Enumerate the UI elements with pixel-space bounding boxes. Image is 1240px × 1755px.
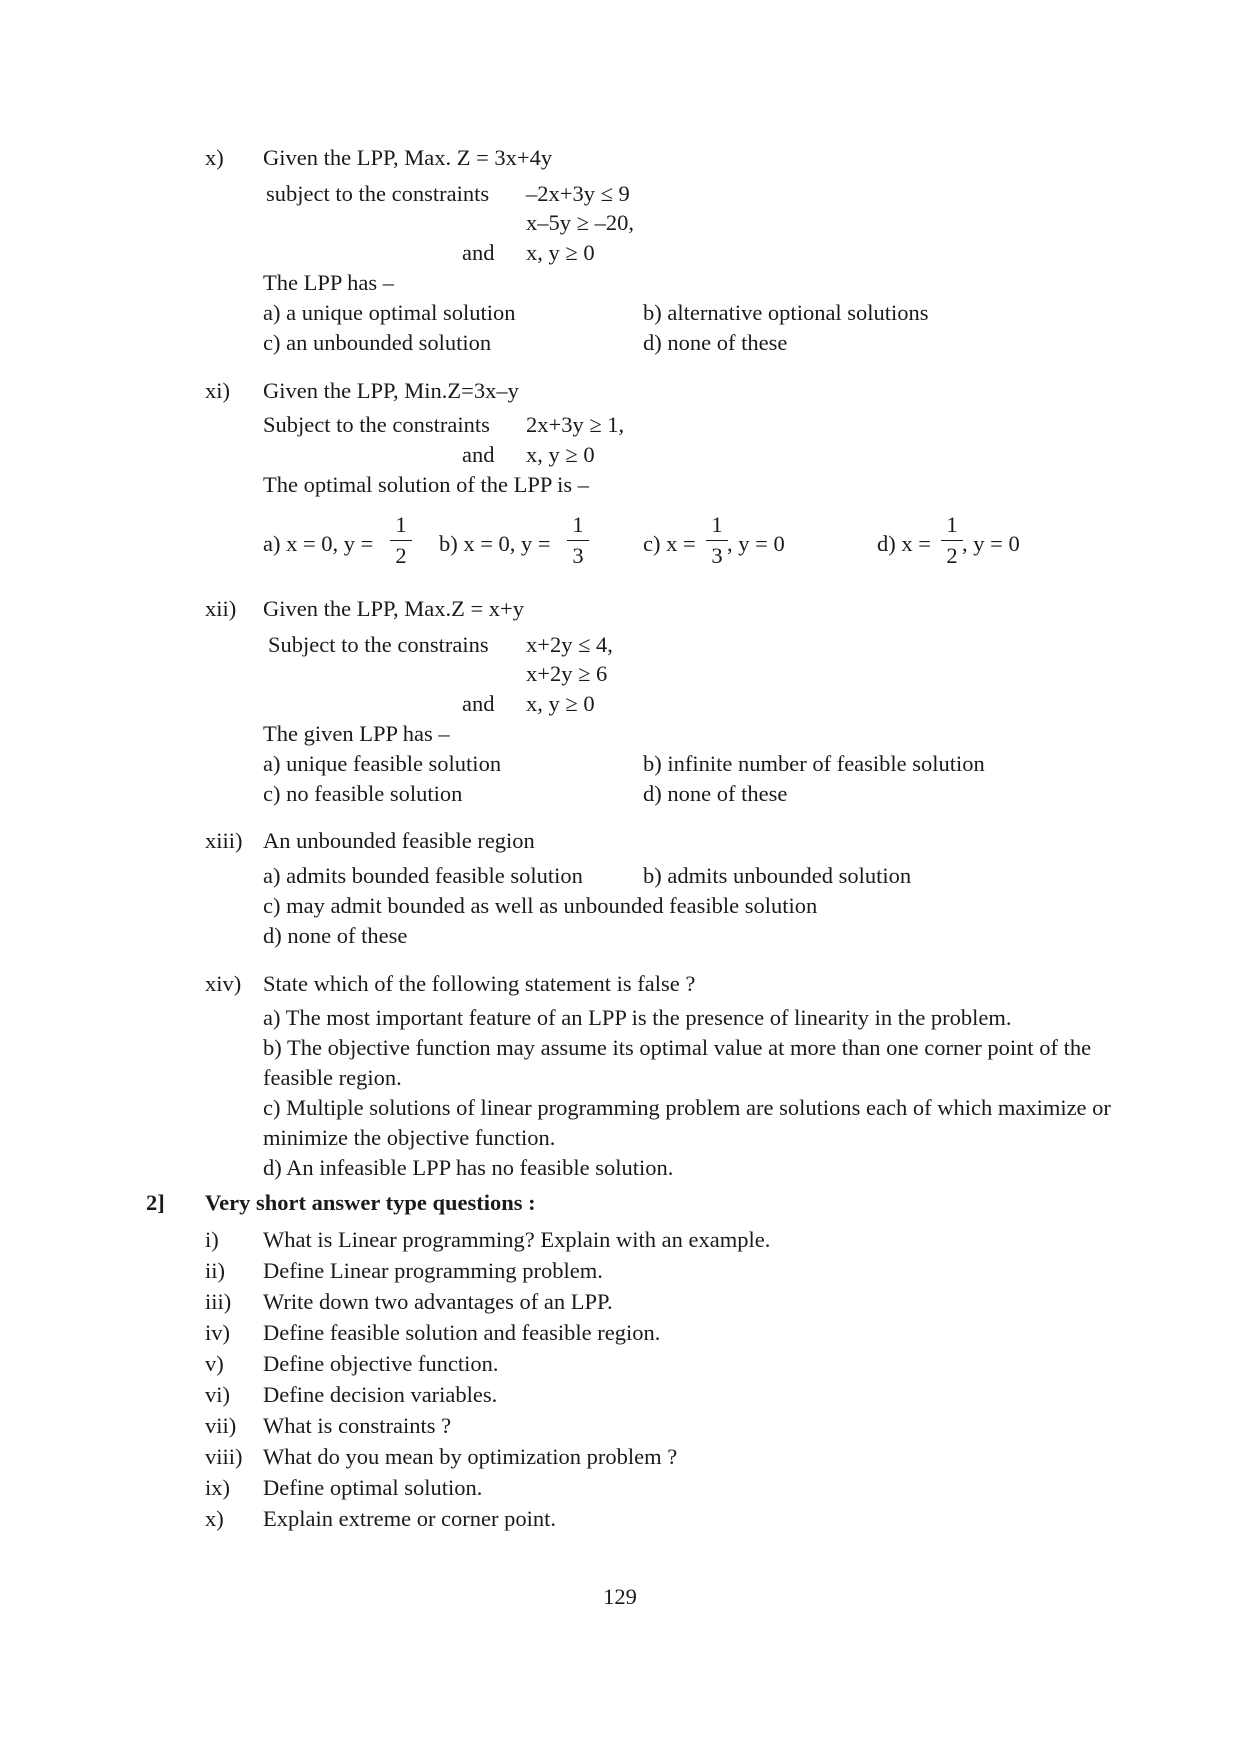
- option-d: d) none of these: [643, 330, 788, 355]
- constraint: x, y ≥ 0: [526, 442, 595, 467]
- fraction-bar: [706, 540, 728, 541]
- and-label: and: [462, 240, 495, 265]
- list-item: Write down two advantages of an LPP.: [263, 1289, 613, 1314]
- section-number: 2]: [146, 1190, 165, 1215]
- list-item: Define Linear programming problem.: [263, 1258, 603, 1283]
- list-item: What do you mean by optimization problem ?: [263, 1444, 678, 1469]
- numerator: 1: [572, 512, 584, 537]
- constraints-label: subject to the constraints: [266, 181, 490, 206]
- option-c: c) may admit bounded as well as unbounded feasible solution: [263, 893, 818, 918]
- constraint: 2x+3y ≥ 1,: [526, 412, 625, 437]
- list-item-number: iv): [205, 1320, 230, 1345]
- list-item-number: v): [205, 1351, 224, 1376]
- fraction-bar: [567, 540, 589, 541]
- list-item-number: iii): [205, 1289, 232, 1314]
- question-number: xi): [205, 378, 230, 403]
- numerator: 1: [946, 512, 958, 537]
- fraction-bar: [941, 540, 963, 541]
- question-number: xii): [205, 596, 237, 621]
- option-d: d) none of these: [643, 781, 788, 806]
- fraction: [706, 514, 728, 567]
- option-b: b) alternative optional solutions: [643, 300, 929, 325]
- question-stem: State which of the following statement is false ?: [263, 971, 696, 996]
- option-c: c) Multiple solutions of linear programming problem are solutions each of which maximize or: [263, 1095, 1111, 1120]
- list-item: Define feasible solution and feasible region.: [263, 1320, 661, 1345]
- page-number: 129: [603, 1584, 637, 1609]
- question-number: x): [205, 145, 224, 170]
- constraint: x, y ≥ 0: [526, 240, 595, 265]
- fraction: [567, 514, 589, 567]
- list-item: Define objective function.: [263, 1351, 499, 1376]
- denominator: 3: [572, 542, 584, 568]
- option-d: d) x =: [877, 531, 931, 556]
- option-c: c) no feasible solution: [263, 781, 463, 806]
- denominator: 2: [395, 542, 407, 568]
- constraint: x, y ≥ 0: [526, 691, 595, 716]
- option-a: a) admits bounded feasible solution: [263, 863, 583, 888]
- option-a: a) unique feasible solution: [263, 751, 502, 776]
- list-item-number: vii): [205, 1413, 237, 1438]
- list-item-number: i): [205, 1227, 219, 1252]
- numerator: 1: [711, 512, 723, 537]
- option-a: a) a unique optimal solution: [263, 300, 516, 325]
- option-b: b) infinite number of feasible solution: [643, 751, 985, 776]
- constraint: x+2y ≤ 4,: [526, 632, 613, 657]
- list-item-number: vi): [205, 1382, 230, 1407]
- fraction-bar: [390, 540, 412, 541]
- option-b-continued: feasible region.: [263, 1065, 402, 1090]
- list-item-number: x): [205, 1506, 224, 1531]
- question-number: xiii): [205, 828, 243, 853]
- option-c: c) x =: [643, 531, 696, 556]
- fraction: [941, 514, 963, 567]
- question-lead: The optimal solution of the LPP is –: [263, 472, 590, 497]
- option-c-tail: , y = 0: [727, 531, 785, 556]
- question-lead: The LPP has –: [263, 270, 395, 295]
- list-item-number: viii): [205, 1444, 243, 1469]
- constraint: x–5y ≥ –20,: [526, 210, 634, 235]
- and-label: and: [462, 442, 495, 467]
- and-label: and: [462, 691, 495, 716]
- option-b: b) admits unbounded solution: [643, 863, 912, 888]
- numerator: 1: [395, 512, 407, 537]
- question-number: xiv): [205, 971, 242, 996]
- option-b: b) The objective function may assume its optimal value at more than one corner point of the: [263, 1035, 1092, 1060]
- constraints-label: Subject to the constrains: [268, 632, 489, 657]
- option-c-continued: minimize the objective function.: [263, 1125, 556, 1150]
- question-stem: Given the LPP, Max. Z = 3x+4y: [263, 145, 553, 170]
- list-item: Define optimal solution.: [263, 1475, 483, 1500]
- list-item-number: ix): [205, 1475, 230, 1500]
- option-a: a) x = 0, y =: [263, 531, 374, 556]
- list-item: Explain extreme or corner point.: [263, 1506, 557, 1531]
- constraints-label: Subject to the constraints: [263, 412, 490, 437]
- option-d: d) An infeasible LPP has no feasible solution.: [263, 1155, 674, 1180]
- option-b: b) x = 0, y =: [439, 531, 551, 556]
- section-title: Very short answer type questions :: [205, 1190, 536, 1215]
- option-a: a) The most important feature of an LPP is the presence of linearity in the problem.: [263, 1005, 1012, 1030]
- fraction: [390, 514, 412, 567]
- constraint: x+2y ≥ 6: [526, 661, 608, 686]
- list-item: What is constraints ?: [263, 1413, 452, 1438]
- option-d: d) none of these: [263, 923, 408, 948]
- list-item: What is Linear programming? Explain with an example.: [263, 1227, 771, 1252]
- denominator: 2: [946, 542, 958, 568]
- constraint: –2x+3y ≤ 9: [526, 181, 630, 206]
- question-lead: The given LPP has –: [263, 721, 450, 746]
- question-stem: An unbounded feasible region: [263, 828, 535, 853]
- option-c: c) an unbounded solution: [263, 330, 492, 355]
- denominator: 3: [711, 542, 723, 568]
- list-item: Define decision variables.: [263, 1382, 498, 1407]
- option-d-tail: , y = 0: [962, 531, 1020, 556]
- list-item-number: ii): [205, 1258, 225, 1283]
- question-stem: Given the LPP, Max.Z = x+y: [263, 596, 524, 621]
- question-stem: Given the LPP, Min.Z=3x–y: [263, 378, 519, 403]
